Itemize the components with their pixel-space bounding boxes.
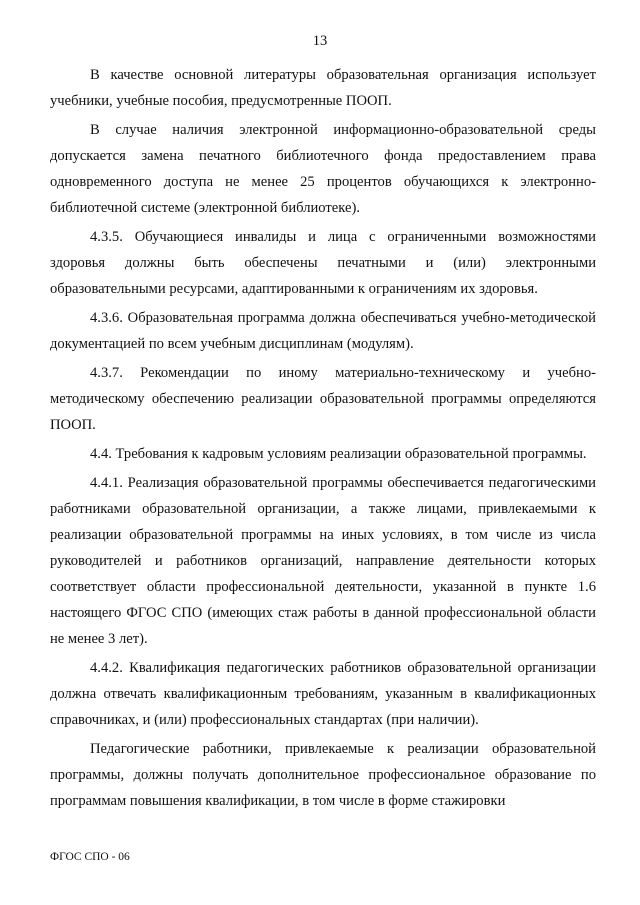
paragraph-4-4-2: 4.4.2. Квалификация педагогических работников образовательной организации должна отвечать квалификационным требованиям, указанным в квалификационных справочниках, и (или) профессиональных стандартах (при наличии).	[50, 660, 596, 728]
paragraph-4-3-7: 4.3.7. Рекомендации по иному материально-техническому и учебно-методическому обеспечению реализации образовательной программы определяются ПООП.	[50, 365, 596, 433]
page-number: 13	[312, 33, 328, 49]
paragraph-4-4-heading: 4.4. Требования к кадровым условиям реализации образовательной программы.	[90, 446, 587, 462]
paragraph-4-4-1: 4.4.1. Реализация образовательной программы обеспечивается педагогическими работниками образовательной организации, а также лицами, привлекаемыми к реализации образовательной программы на иных условиях, в том числе из числа руководителей и работников организаций, направление деятельности которых соответствует области профессиональной деятельности, указанной в пункте 1.6 настоящего ФГОС СПО (имеющих стаж работы в данной профессиональной области не менее 3 лет).	[50, 475, 596, 647]
paragraph-4-3-6: 4.3.6. Образовательная программа должна обеспечиваться учебно-методической документацией по всем учебным дисциплинам (модулям).	[50, 310, 596, 352]
paragraph-literature: В качестве основной литературы образовательная организация использует учебники, учебные пособия, предусмотренные ПООП.	[50, 67, 596, 109]
document-body	[50, 62, 596, 817]
document-footer: ФГОС СПО - 06	[50, 851, 130, 863]
paragraph-electronic-environment: В случае наличия электронной информационно-образовательной среды допускается замена печатного библиотечного фонда предоставлением права одновременного доступа не менее 25 процентов обучающихся к электронно-библиотечной системе (электронной библиотеке).	[50, 122, 596, 216]
paragraph-teachers-training: Педагогические работники, привлекаемые к реализации образовательной программы, должны получать дополнительное профессиональное образование по программам повышения квалификации, в том числе в форме стажировки	[50, 741, 596, 809]
paragraph-4-3-5: 4.3.5. Обучающиеся инвалиды и лица с ограниченными возможностями здоровья должны быть обеспечены печатными и (или) электронными образовательными ресурсами, адаптированными к ограничениям их здоровья.	[50, 229, 596, 297]
